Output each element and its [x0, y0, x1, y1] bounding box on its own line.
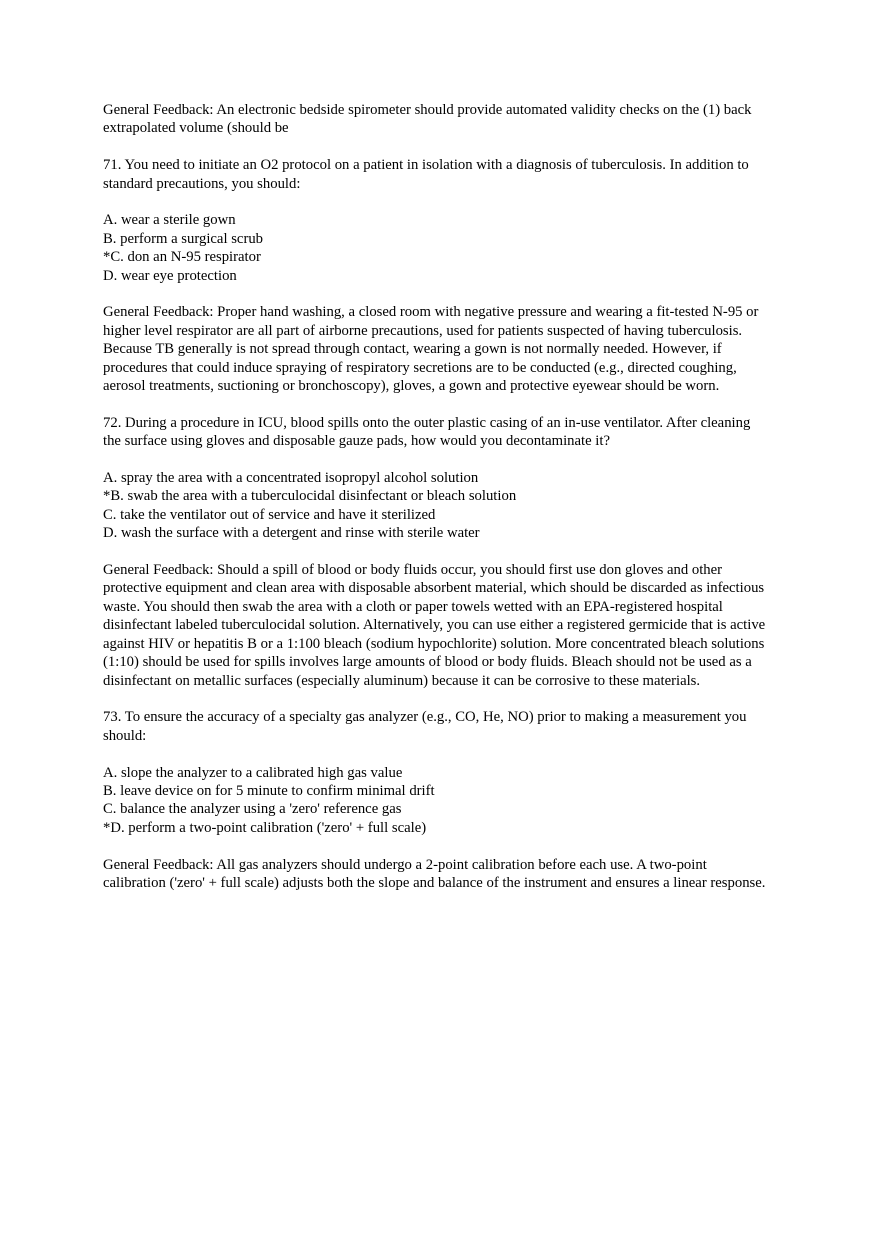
intro-feedback-paragraph: General Feedback: An electronic bedside spirometer should provide automated validity checks on the (1) back extrapolated volume (should be	[103, 102, 752, 137]
answer-option-b: B. perform a surgical scrub	[103, 230, 264, 247]
question-block-73	[103, 708, 770, 892]
answer-option-d: D. wear eye protection	[103, 267, 237, 284]
question-stem: 73. To ensure the accuracy of a specialty gas analyzer (e.g., CO, He, NO) prior to making a measurement you should:	[103, 709, 747, 744]
options-list	[103, 764, 770, 838]
answer-option-d: D. wash the surface with a detergent and rinse with sterile water	[103, 525, 480, 542]
answer-option-c: C. balance the analyzer using a 'zero' reference gas	[103, 801, 402, 818]
question-block-72	[103, 414, 770, 690]
question-feedback: General Feedback: Should a spill of blood or body fluids occur, you should first use don gloves and other protective equipment and clean area with disposable absorbent material, which should be discarded as infectious waste. You should then swab the area with a cloth or paper towels wetted with an EPA-registered hospital disinfectant labeled tuberculocidal solution. Alternatively, you can use either a registered germicide that is active against HIV or hepatitis B or a 1:100 bleach (sodium hypochlorite) solution. More concentrated bleach solutions (1:10) should be used for spills involves large amounts of blood or body fluids. Bleach should not be used as a disinfectant on metallic surfaces (especially aluminum) because it can be corrosive to these materials.	[103, 562, 766, 689]
options-list	[103, 469, 770, 543]
answer-option-a: A. spray the area with a concentrated isopropyl alcohol solution	[103, 470, 479, 487]
answer-option-a: A. wear a sterile gown	[103, 212, 236, 229]
question-stem: 72. During a procedure in ICU, blood spills onto the outer plastic casing of an in-use ventilator. After cleaning the surface using gloves and disposable gauze pads, how would you decontaminate it?	[103, 414, 751, 450]
document-content	[103, 101, 770, 911]
answer-option-c: C. take the ventilator out of service and have it sterilized	[103, 506, 436, 523]
answer-option-b-correct: *B. swab the area with a tuberculocidal disinfectant or bleach solution	[103, 488, 517, 505]
question-block-71	[103, 156, 770, 395]
question-stem: 71. You need to initiate an O2 protocol on a patient in isolation with a diagnosis of tuberculosis. In addition to standard precautions, you should:	[103, 157, 749, 192]
answer-option-a: A. slope the analyzer to a calibrated high gas value	[103, 764, 403, 781]
question-feedback: General Feedback: All gas analyzers should undergo a 2-point calibration before each use. A two-point calibration ('zero' + full scale) adjusts both the slope and balance of the instrument and ensures a linear response.	[103, 856, 766, 891]
options-list	[103, 211, 770, 285]
answer-option-c-correct: *C. don an N-95 respirator	[103, 249, 261, 266]
answer-option-b: B. leave device on for 5 minute to confirm minimal drift	[103, 782, 435, 799]
answer-option-d-correct: *D. perform a two-point calibration ('zero' + full scale)	[103, 819, 427, 836]
question-feedback: General Feedback: Proper hand washing, a closed room with negative pressure and wearing a fit-tested N-95 or higher level respirator are all part of airborne precautions, used for patients suspected of having tuberculosis. Because TB generally is not spread through contact, wearing a gown is not normally needed. However, if procedures that could induce spraying of respiratory secretions are to be conducted (e.g., directed coughing, aerosol treatments, suctioning or bronchoscopy), gloves, a gown and protective eyewear should be worn.	[103, 304, 759, 395]
